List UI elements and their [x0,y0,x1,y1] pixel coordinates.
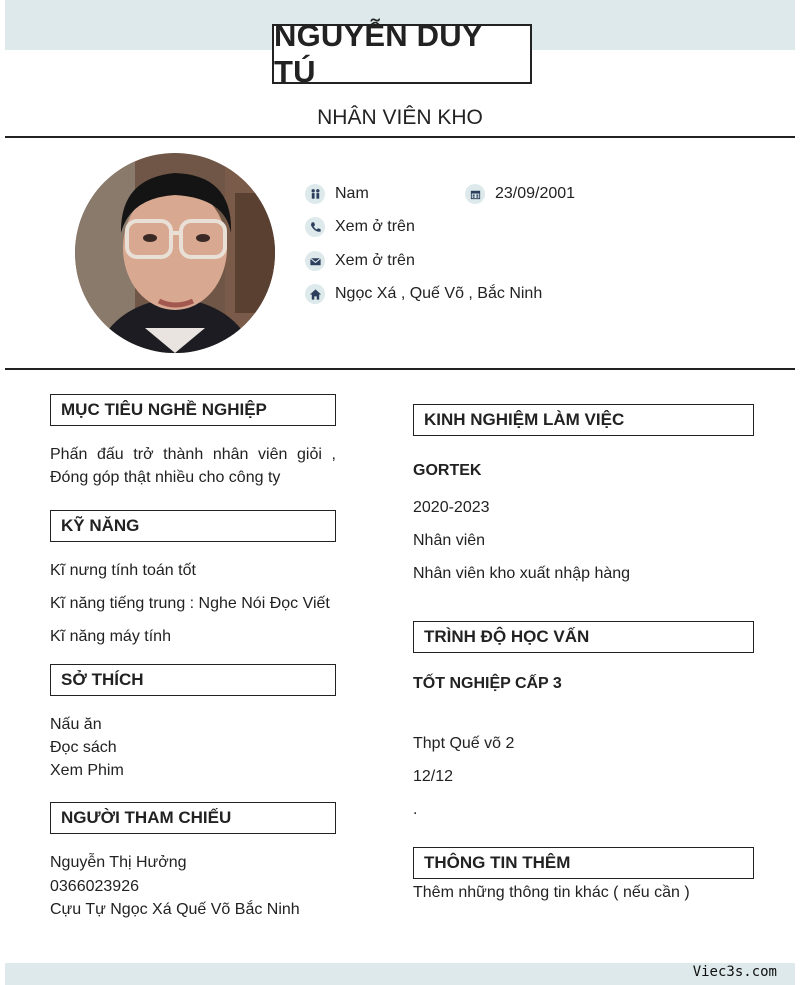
calendar-icon [465,184,485,204]
email-value: Xem ở trên [335,252,415,269]
divider-top [5,136,795,138]
additional-text: Thêm những thông tin khác ( nếu cần ) [413,884,690,901]
experience-company: GORTEK [413,462,482,479]
candidate-name: NGUYỄN DUY TÚ [272,24,532,84]
objective-heading: MỤC TIÊU NGHỀ NGHIỆP [50,394,336,426]
education-heading: TRÌNH ĐỘ HỌC VẤN [413,621,754,653]
additional-heading: THÔNG TIN THÊM [413,847,754,879]
phone-row [305,217,415,237]
mail-icon [305,251,325,271]
hobbies-heading: SỞ THÍCH [50,664,336,696]
experience-heading: KINH NGHIỆM LÀM VIỆC [413,404,754,436]
job-title: NHÂN VIÊN KHO [317,106,483,129]
experience-position: Nhân viên [413,532,486,549]
education-grade: 12/12 [413,768,454,785]
hobby-item: Đọc sách [50,739,117,756]
reference-phone: 0366023926 [50,878,139,895]
address-row [305,284,542,304]
hobby-item: Xem Phim [50,762,124,779]
hobby-item: Nấu ăn [50,716,102,733]
gender-icon [305,184,325,204]
education-degree: TỐT NGHIỆP CẤP 3 [413,675,562,692]
watermark: Viec3s.com [692,964,777,980]
reference-address: Cựu Tự Ngọc Xá Quế Võ Bắc Ninh [50,901,300,918]
skill-item: Kĩ năng máy tính [50,628,171,645]
reference-name: Nguyễn Thị Hưởng [50,854,187,871]
address-value: Ngọc Xá , Quế Võ , Bắc Ninh [335,285,543,302]
email-row [305,251,415,271]
experience-description: Nhân viên kho xuất nhập hàng [413,565,631,582]
education-school: Thpt Quế võ 2 [413,735,515,752]
phone-value: Xem ở trên [335,218,415,235]
divider-middle [5,368,795,370]
gender-row [305,184,369,204]
bottom-band [5,963,795,985]
birthday-row [465,184,575,204]
avatar [75,153,275,353]
skills-heading: KỸ NĂNG [50,510,336,542]
objective-text: Phấn đấu trở thành nhân viên giỏi , Đóng góp thật nhiều cho công ty [50,446,336,486]
birthday-value: 23/09/2001 [495,185,576,202]
experience-period: 2020-2023 [413,499,490,516]
skill-item: Kĩ nưng tính toán tốt [50,562,196,579]
portrait-photo [75,153,275,353]
references-heading: NGƯỜI THAM CHIẾU [50,802,336,834]
phone-icon [305,217,325,237]
gender-value: Nam [335,185,369,202]
home-icon [305,284,325,304]
skill-item: Kĩ năng tiếng trung : Nghe Nói Đọc Viết [50,595,330,612]
education-note: . [413,801,418,818]
